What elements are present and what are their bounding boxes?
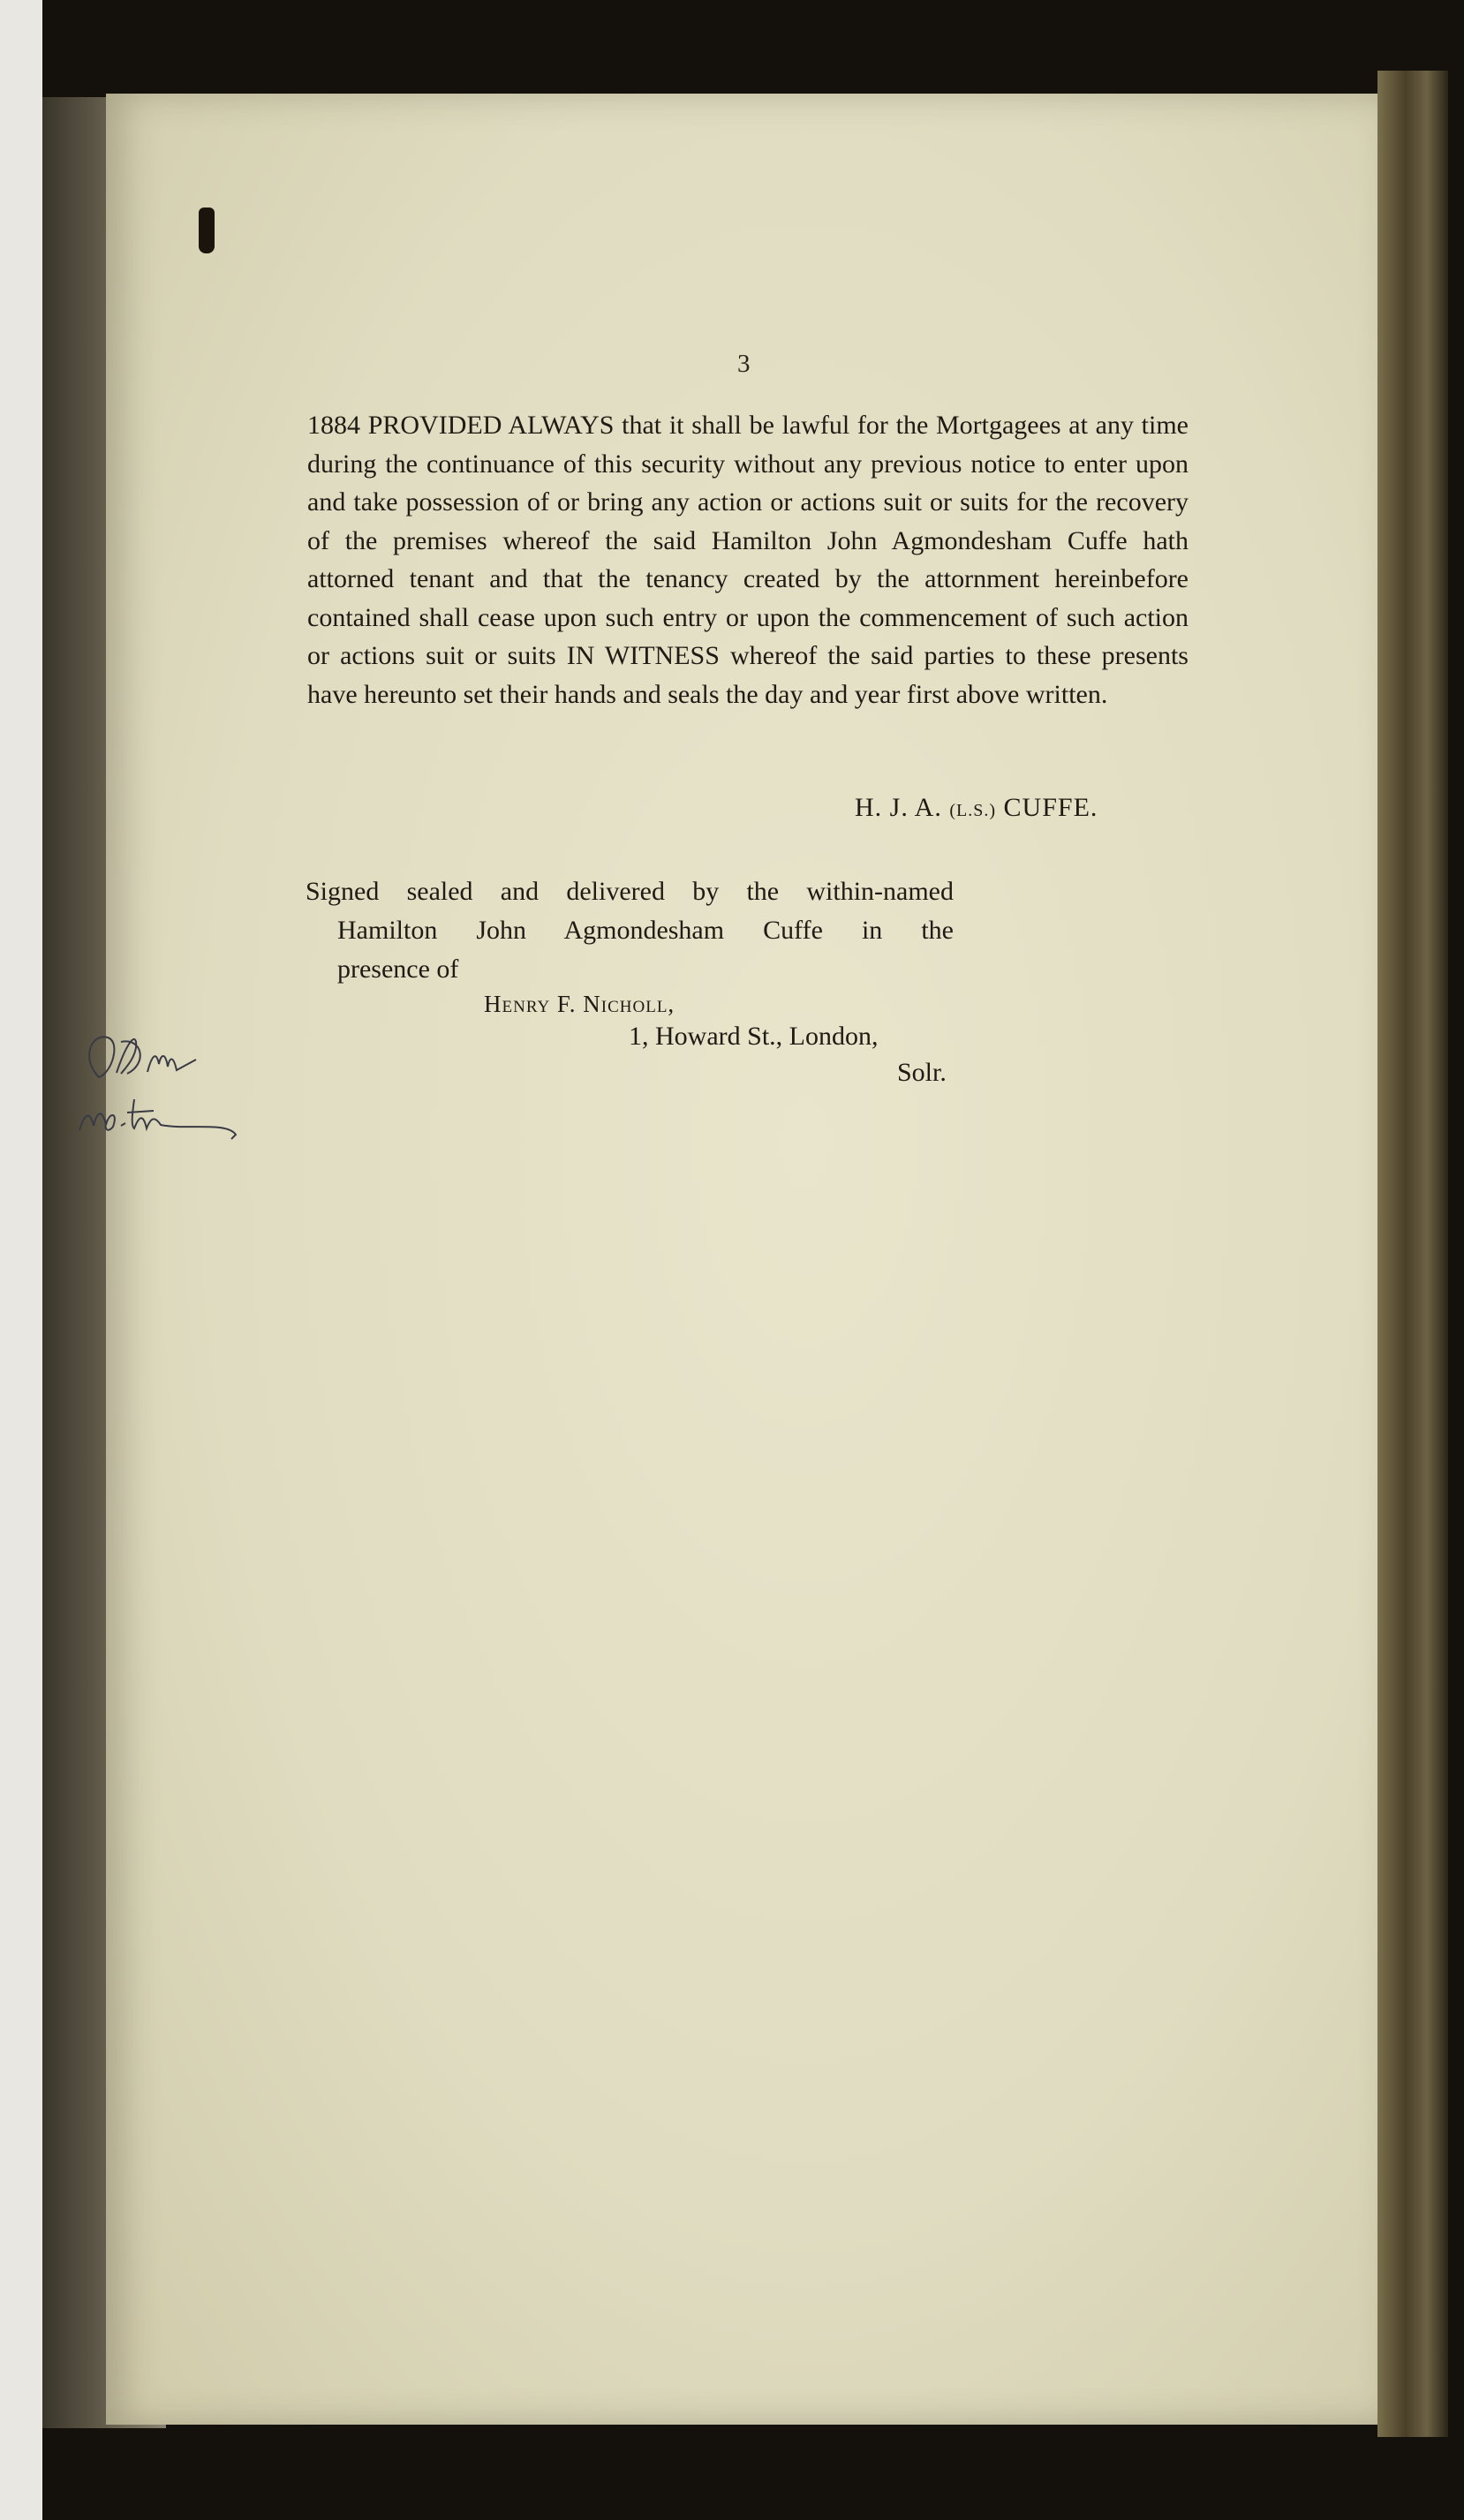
handwritten-margin-note: [72, 1015, 249, 1157]
attestation-line-1: Signed sealed and delivered by the within-named: [306, 877, 954, 906]
signature-initials: H. J. A.: [855, 793, 942, 822]
body-paragraph: 1884 PROVIDED ALWAYS that it shall be lawful for the Mortgagees at any time during the continuance of this security without any previous notice to enter upon and take possession of or bring any action or actions suit or suits for the recovery of the premises whereof the said Hamilton John Agmondesham Cuffe hath attorned tenant and that the tenancy created by the attornment hereinbefore contained shall cease upon such entry or upon the commencement of such action or actions suit or suits IN WITNESS whereof the said parties to these presents have hereunto set their hands and seals the day and year first above written.: [307, 411, 1189, 709]
witness-title: Solr.: [897, 1058, 947, 1087]
signature-surname: CUFFE.: [1003, 793, 1098, 822]
signature-line: [855, 793, 1098, 823]
witness-name: Henry F. Nicholl,: [484, 991, 675, 1017]
witness-address: 1, Howard St., London,: [629, 1022, 879, 1051]
page-number: 3: [737, 350, 751, 378]
scanner-background-strip: [0, 0, 42, 2520]
attestation-clause: [306, 872, 954, 989]
attestation-line-3: presence of: [337, 954, 459, 984]
paper-hole: [199, 207, 215, 253]
attestation-line-2: Hamilton John Agmondesham Cuffe in the: [337, 916, 954, 945]
book-page-edges: [1377, 71, 1448, 2437]
seal-mark: (L.S.): [949, 801, 997, 820]
handwriting-icon: [72, 1015, 249, 1157]
